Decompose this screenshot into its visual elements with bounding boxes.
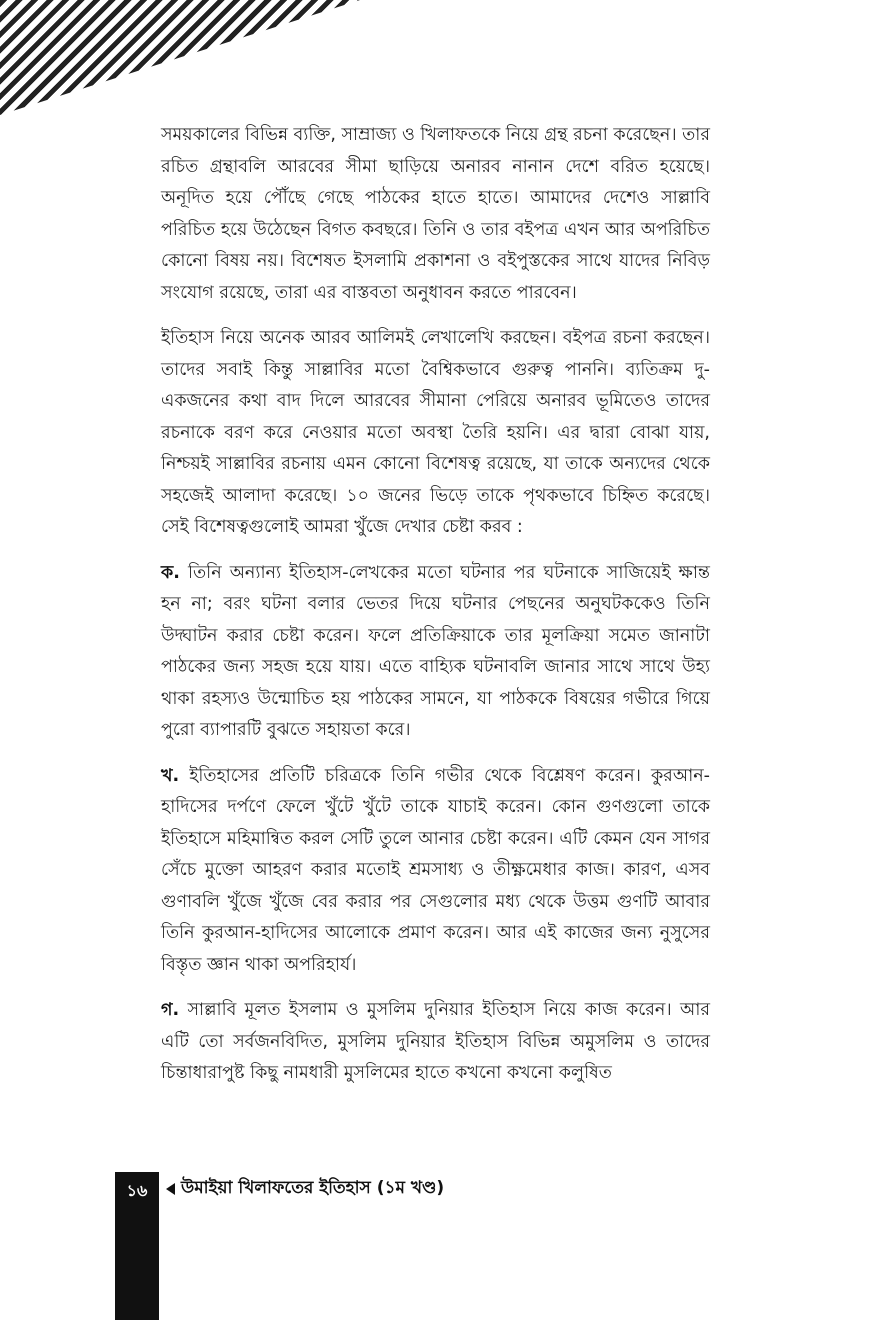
- book-title: উমাইয়া খিলাফতের ইতিহাস (১ম খণ্ড): [181, 1178, 445, 1198]
- paragraph-ka: [161, 558, 710, 747]
- paragraph-text: ইতিহাস নিয়ে অনেক আরব আলিমই লেখালেখি করছেন। বইপত্র রচনা করছেন। তাদের সবাই কিন্তু সাল্লাবির মতো বৈশ্বিকভাবে গুরুত্ব পাননি। ব্যতিক্রম দু-একজনের কথা বাদ দিলে আরবের সীমানা পেরিয়ে অনারব ভূমিতেও তাদের রচনাকে বরণ করে নেওয়ার মতো অবস্থা তৈরি হয়নি। এর দ্বারা বোঝা যায়, নিশ্চয়ই সাল্লাবির রচনায় এমন কোনো বিশেষত্ব রয়েছে, যা তাকে অন্যদের থেকে সহজেই আলাদা করেছে। ১০ জনের ভিড়ে তাকে পৃথকভাবে চিহ্নিত করেছে। সেই বিশেষত্বগুলোই আমরা খুঁজে দেখার চেষ্টা করব :: [161, 328, 710, 537]
- decorative-stripes: [0, 0, 360, 115]
- triangle-left-icon: [166, 1183, 175, 1195]
- page-number: ১৬: [126, 1181, 148, 1200]
- paragraph-text: সাল্লাবি মূলত ইসলাম ও মুসলিম দুনিয়ার ইতিহাস নিয়ে কাজ করেন। আর এটি তো সর্বজনবিদিত, মুসলিম দুনিয়ার ইতিহাস বিভিন্ন অমুসলিম ও তাদের চিন্তাধারাপুষ্ট কিছু নামধারী মুসলিমের হাতে কখনো কখনো কলুষিত: [161, 1000, 710, 1083]
- body-text: [161, 120, 710, 1104]
- paragraph-2: [161, 323, 710, 544]
- list-marker: খ.: [161, 765, 180, 786]
- list-marker: গ.: [161, 1000, 180, 1020]
- paragraph-text: ইতিহাসের প্রতিটি চরিত্রকে তিনি গভীর থেকে বিশ্লেষণ করেন। কুরআন-হাদিসের দর্পণে ফেলে খুঁটে খুঁটে তাকে যাচাই করেন। কোন গুণগুলো তাকে ইতিহাসে মহিমান্বিত করল সেটি তুলে আনার চেষ্টা করেন। এটি কেমন যেন সাগর সেঁচে মুক্তো আহরণ করার মতোই শ্রমসাধ্য ও তীক্ষ্ণমেধার কাজ। কারণ, এসব গুণাবলি খুঁজে খুঁজে বের করার পর সেগুলোর মধ্য থেকে উত্তম গুণটি আবার তিনি কুরআন-হাদিসের আলোকে প্রমাণ করেন। আর এই কাজের জন্য নুসুসের বিস্তৃত জ্ঞান থাকা অপরিহার্য।: [161, 765, 710, 975]
- paragraph-1: [161, 120, 710, 309]
- paragraph-text: তিনি অন্যান্য ইতিহাস-লেখকের মতো ঘটনার পর ঘটনাকে সাজিয়েই ক্ষান্ত হন না; বরং ঘটনা বলার ভেতর দিয়ে ঘটনার পেছনের অনুঘটককেও তিনি উদ্ঘাটন করার চেষ্টা করেন। ফলে প্রতিক্রিয়াকে তার মূলক্রিয়া সমেত জানাটা পাঠকের জন্য সহজ হয়ে যায়। এতে বাহ্যিক ঘটনাবলি জানার সাথে সাথে উহ্য থাকা রহস্যও উন্মোচিত হয় পাঠকের সামনে, যা পাঠককে বিষয়ের গভীরে গিয়ে পুরো ব্যাপারটি বুঝতে সহায়তা করে।: [161, 562, 710, 740]
- list-marker: ক.: [161, 562, 180, 583]
- paragraph-text: সময়কালের বিভিন্ন ব্যক্তি, সাম্রাজ্য ও খিলাফতকে নিয়ে গ্রন্থ রচনা করেছেন। তার রচিত গ্রন্থাবলি আরবের সীমা ছাড়িয়ে অনারব নানান দেশে বরিত হয়েছে। অনূদিত হয়ে পৌঁছে গেছে পাঠকের হাতে হাতে। আমাদের দেশেও সাল্লাবি পরিচিত হয়ে উঠেছেন বিগত কবছরে। তিনি ও তার বইপত্র এখন আর অপরিচিত কোনো বিষয় নয়। বিশেষত ইসলামি প্রকাশনা ও বইপুস্তকের সাথে যাদের নিবিড় সংযোগ রয়েছে, তারা এর বাস্তবতা অনুধাবন করতে পারবেন।: [161, 125, 710, 303]
- paragraph-kha: [161, 761, 710, 982]
- running-footer: [166, 1177, 444, 1201]
- paragraph-ga: [161, 995, 710, 1090]
